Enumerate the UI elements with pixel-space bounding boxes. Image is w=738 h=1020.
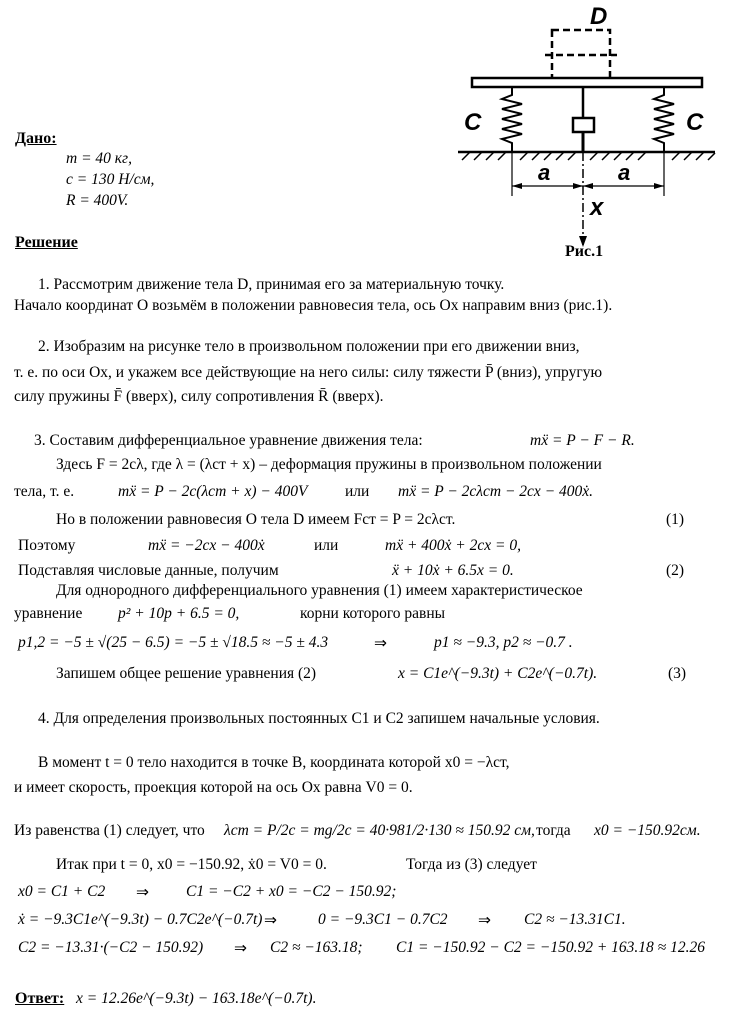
step3-line8-pre: уравнение bbox=[14, 605, 83, 622]
implies-arrow-5: ⇒ bbox=[234, 940, 247, 957]
step3-eq4: mẍ + 400ẋ + 2cx = 0, bbox=[385, 537, 521, 554]
eq-number-1: (1) bbox=[666, 511, 685, 528]
step3-eq-motion: mẍ = P − F − R. bbox=[530, 432, 635, 449]
step4-line5-pre: Итак при t = 0, x0 = −150.92, ẋ0 = V0 = 0. bbox=[56, 856, 327, 873]
eq-c2-ratio: C2 ≈ −13.31C1. bbox=[524, 911, 626, 928]
step3-line2: Здесь F = 2cλ, где λ = (λст + x) – деформация пружины в произвольном положении bbox=[56, 456, 602, 473]
given-title: Дано: bbox=[15, 130, 57, 147]
eq-c2-sub: C2 = −13.31·(−C2 − 150.92) bbox=[18, 939, 204, 956]
step1-line2: Начало координат O возьмём в положении равновесия тела, ось Ox направим вниз (рис.1). bbox=[14, 297, 613, 314]
label-x: x bbox=[590, 194, 604, 221]
step3-line7: Для однородного дифференциального уравнения (1) имеем характеристическое bbox=[56, 582, 583, 599]
step3-line4: Но в положении равновесия O тела D имеем Fст = P = 2cλст. bbox=[56, 511, 456, 528]
spring-right bbox=[654, 87, 674, 152]
answer-equation: x = 12.26e^(−9.3t) − 163.18e^(−0.7t). bbox=[76, 990, 317, 1007]
eq-c2-value: C2 ≈ −163.18; bbox=[270, 939, 363, 956]
step3-line8-post: корни которого равны bbox=[300, 605, 446, 622]
step3-or2: или bbox=[314, 537, 339, 554]
step3-line10-pre: Запишем общее решение уравнения (2) bbox=[56, 665, 317, 682]
label-d: D bbox=[590, 3, 608, 30]
solution-title: Решение bbox=[15, 234, 78, 251]
step4-line2: В момент t = 0 тело находится в точке B, координата которой x0 = −λст, bbox=[38, 754, 510, 771]
x0-value: x0 = −150.92см. bbox=[594, 822, 701, 839]
char-equation: p² + 10p + 6.5 = 0, bbox=[118, 605, 240, 622]
roots-values: p1 ≈ −9.3, p2 ≈ −0.7 . bbox=[434, 634, 573, 651]
general-solution: x = C1e^(−9.3t) + C2e^(−0.7t). bbox=[398, 665, 598, 682]
step2-line1: 2. Изобразим на рисунке тело в произвольном положении при его движении вниз, bbox=[38, 338, 580, 355]
step3-eq5: ẍ + 10ẋ + 6.5x = 0. bbox=[392, 562, 514, 579]
eq-c1-value: C1 = −150.92 − C2 = −150.92 + 163.18 ≈ 12.26 bbox=[396, 939, 705, 956]
given-r: R = 400V. bbox=[66, 192, 129, 209]
label-c-right: C bbox=[686, 109, 704, 136]
step3-eq3: mẍ = −2cx − 400ẋ bbox=[148, 537, 265, 554]
answer-label: Ответ: bbox=[15, 990, 65, 1007]
eq-xdot: ẋ = −9.3C1e^(−9.3t) − 0.7C2e^(−0.7t) bbox=[18, 911, 263, 928]
step3-line3-pre: тела, т. е. bbox=[14, 483, 75, 500]
step4-line1: 4. Для определения произвольных постоянных C1 и C2 запишем начальные условия. bbox=[38, 710, 600, 727]
spring-left bbox=[502, 87, 522, 152]
eq-c1: C1 = −C2 + x0 = −C2 − 150.92; bbox=[186, 883, 397, 900]
step4-line3: и имеет скорость, проекция которой на ось Ox равна V0 = 0. bbox=[14, 779, 413, 796]
given-m: m = 40 кг, bbox=[66, 150, 132, 167]
step4-line4-pre: Из равенства (1) следует, что bbox=[14, 822, 205, 839]
platform bbox=[472, 78, 702, 87]
step3-line5-pre: Поэтому bbox=[18, 537, 76, 554]
damper bbox=[573, 118, 594, 132]
step3-line1: 3. Составим дифференциальное уравнение движения тела: bbox=[34, 432, 423, 449]
figure-caption: Рис.1 bbox=[565, 243, 604, 260]
step1-line1: 1. Рассмотрим движение тела D, принимая его за материальную точку. bbox=[38, 276, 505, 293]
roots-equation: p1,2 = −5 ± √(25 − 6.5) = −5 ± √18.5 ≈ −5 ± 4.3 bbox=[18, 634, 329, 651]
eq-number-2: (2) bbox=[666, 562, 685, 579]
step3-eq2: mẍ = P − 2cλст − 2cx − 400ẋ. bbox=[398, 483, 594, 500]
step2-line2: т. е. по оси Ox, и укажем все действующие на него силы: силу тяжести P̄ (вниз), упругую bbox=[14, 364, 603, 381]
given-c: c = 130 Н/см, bbox=[66, 171, 155, 188]
step3-or1: или bbox=[345, 483, 370, 500]
step4-then: тогда bbox=[536, 822, 571, 839]
lambda-equation: λст = P/2c = mg/2c = 40·981/2·130 ≈ 150.92 см, bbox=[224, 822, 535, 839]
implies-arrow-4: ⇒ bbox=[478, 912, 491, 929]
implies-arrow-3: ⇒ bbox=[264, 912, 277, 929]
step3-eq1: mẍ = P − 2c(λст + x) − 400V bbox=[118, 483, 308, 500]
mechanism-figure bbox=[450, 0, 720, 250]
label-c-left: C bbox=[464, 109, 482, 136]
eq-number-3: (3) bbox=[668, 665, 687, 682]
implies-arrow-2: ⇒ bbox=[136, 884, 149, 901]
eq-x0: x0 = C1 + C2 bbox=[18, 883, 106, 900]
label-a-right: a bbox=[618, 160, 631, 185]
step3-line6-pre: Подставляя числовые данные, получим bbox=[18, 562, 279, 579]
eq-zero: 0 = −9.3C1 − 0.7C2 bbox=[318, 911, 448, 928]
label-a-left: a bbox=[538, 160, 551, 185]
step4-line5-post: Тогда из (3) следует bbox=[406, 856, 537, 873]
step2-line3: силу пружины F̄ (вверх), силу сопротивления R̄ (вверх). bbox=[14, 388, 384, 405]
implies-arrow-1: ⇒ bbox=[374, 635, 387, 652]
